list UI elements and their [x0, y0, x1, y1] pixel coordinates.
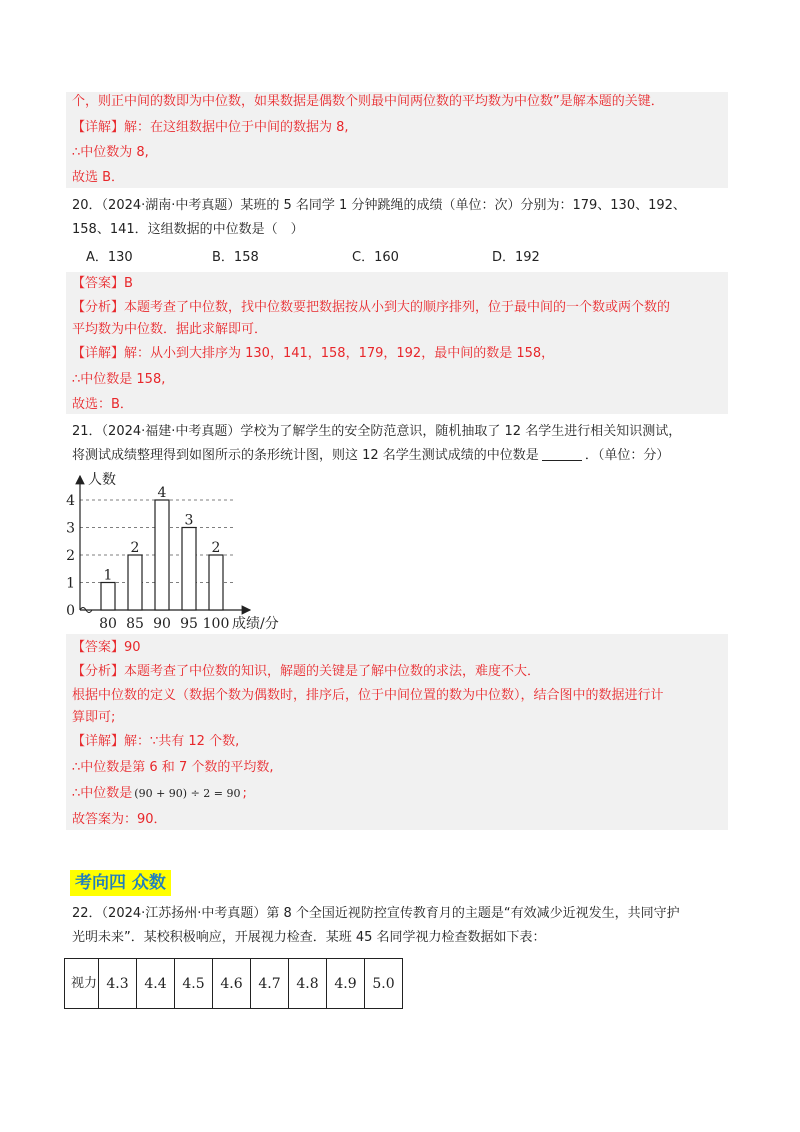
q22-stem-line1: 22．（2024·江苏扬州·中考真题）第 8 个全国近视防控宣传教育月的主题是“有效减少近视发生，共同守护 [72, 906, 680, 921]
q20-analysis-line2: 平均数为中位数．据此求解即可． [72, 322, 268, 337]
bar-value-label: 3 [184, 512, 194, 529]
q20-stem-line1: 20．（2024·湖南·中考真题）某班的 5 名同学 1 分钟跳绳的成绩（单位：次）分别为：179、130、192、 [72, 198, 686, 213]
table-row [65, 959, 403, 1009]
answer-blank [542, 447, 582, 461]
y-tick-label: 2 [66, 548, 75, 564]
table-cell: 4.4 [137, 959, 175, 1009]
y-tick-label: 3 [66, 520, 75, 537]
q20-choice-d: D．192 [492, 250, 540, 265]
q21-stem-line2 [72, 446, 669, 466]
q20-answer: 【答案】B [72, 276, 133, 291]
x-axis-label: 成绩/分 [232, 616, 279, 632]
bar [182, 528, 196, 611]
x-tick-label: 100 [202, 616, 230, 632]
q21-semicolon: ; [242, 786, 247, 801]
q21-stem-unit: ．（单位：分） [584, 448, 670, 463]
table-header-cell: 视力 [65, 959, 99, 1009]
solution-box-20 [66, 272, 728, 414]
q20-choose: 故选：B． [72, 397, 133, 412]
x-tick-label: 95 [180, 616, 198, 632]
bar [128, 555, 142, 610]
bar-value-label: 1 [103, 567, 113, 584]
q21-therefore-2 [72, 784, 247, 804]
q20-therefore: ∴中位数是 158, [72, 372, 166, 387]
table-cell: 4.5 [175, 959, 213, 1009]
bar-value-label: 2 [130, 540, 140, 556]
q21-stem-line1: 21．（2024·福建·中考真题）学校为了解学生的安全防范意识，随机抽取了 12 名学生进行相关知识测试， [72, 424, 682, 439]
q21-therefore-text: ∴中位数是 [72, 786, 133, 801]
y-axis-label: 人数 [88, 472, 116, 488]
q20-choice-a: A．130 [86, 250, 133, 265]
y-tick-label: 1 [66, 575, 75, 592]
table-cell: 4.3 [99, 959, 137, 1009]
y-tick-label: 4 [66, 493, 75, 509]
q20-choice-b: B．158 [212, 250, 259, 265]
q19-detail: 【详解】解：在这组数据中位于中间的数据为 8, [72, 120, 349, 135]
vision-table [64, 958, 403, 1009]
bar [101, 583, 115, 611]
bar-value-label: 4 [157, 485, 167, 501]
table-cell: 4.6 [213, 959, 251, 1009]
q21-detail: 【详解】解：∵共有 12 个数, [72, 734, 240, 749]
q20-detail: 【详解】解：从小到大排序为 130，141，158，179，192，最中间的数是 158， [72, 346, 555, 361]
q21-stem-text: 将测试成绩整理得到如图所示的条形统计图，则这 12 名学生测试成绩的中位数是 [72, 448, 539, 463]
x-tick-label: 90 [153, 616, 171, 632]
table-cell: 4.7 [251, 959, 289, 1009]
table-cell: 5.0 [365, 959, 403, 1009]
q19-choose: 故选 B． [72, 170, 125, 185]
q20-analysis-line1: 【分析】本题考查了中位数，找中位数要把数据按从小到大的顺序排列，位于最中间的一个数或两个数的 [72, 300, 671, 315]
q22-stem-line2: 光明未来”．某校积极响应，开展视力检查．某班 45 名同学视力检查数据如下表： [72, 930, 546, 945]
bar-chart [66, 470, 296, 636]
section-heading: 考向四 众数 [70, 870, 171, 896]
q21-final: 故答案为：90． [72, 812, 167, 827]
bar [155, 500, 169, 610]
q19-therefore: ∴中位数为 8, [72, 145, 149, 160]
bar-value-label: 2 [211, 540, 221, 556]
x-tick-label: 85 [126, 616, 144, 632]
q21-analysis-line2: 根据中位数的定义（数据个数为偶数时，排序后，位于中间位置的数为中位数），结合图中的数据进行计 [72, 688, 664, 703]
q21-analysis-line3: 算即可; [72, 710, 116, 725]
y-tick-label: 0 [66, 603, 75, 619]
q20-stem-line2: 158、141．这组数据的中位数是（ ） [72, 222, 304, 237]
q19-analysis-line: 个，则正中间的数即为中位数，如果数据是偶数个则最中间两位数的平均数为中位数”是解本题的关键． [72, 94, 664, 109]
table-cell: 4.9 [327, 959, 365, 1009]
q21-therefore-1: ∴中位数是第 6 和 7 个数的平均数, [72, 760, 274, 775]
q21-answer: 【答案】90 [72, 640, 141, 655]
table-cell: 4.8 [289, 959, 327, 1009]
q21-formula: (90 + 90) ÷ 2 = 90 [134, 787, 241, 800]
q21-analysis-line1: 【分析】本题考查了中位数的知识，解题的关键是了解中位数的求法，难度不大． [72, 664, 541, 679]
q20-choice-c: C．160 [352, 250, 399, 265]
bar [209, 555, 223, 610]
x-tick-label: 80 [99, 616, 117, 632]
